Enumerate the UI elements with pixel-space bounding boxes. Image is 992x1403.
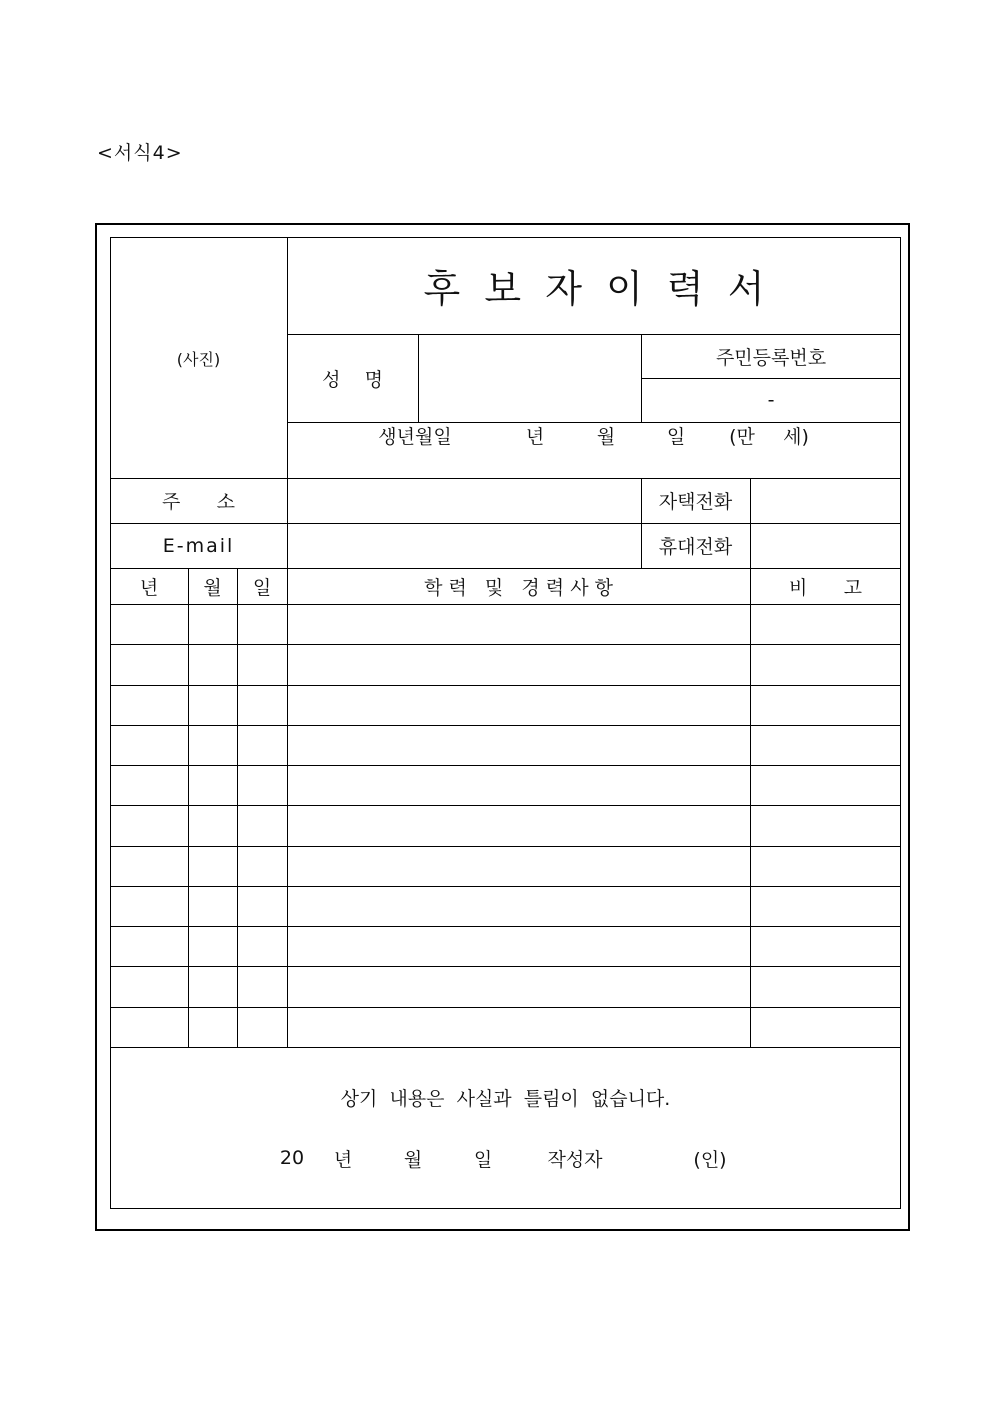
- birth-month-unit: 월: [596, 425, 616, 448]
- form-number-label: <서식4>: [97, 142, 183, 164]
- email-field[interactable]: [287, 523, 641, 568]
- address-field[interactable]: [287, 478, 641, 523]
- table-row-month-cell[interactable]: [188, 886, 237, 926]
- home-phone-field[interactable]: [750, 478, 901, 523]
- table-row-year-cell[interactable]: [110, 765, 188, 805]
- table-row-history-cell[interactable]: [287, 685, 750, 725]
- resident-number-field[interactable]: -: [767, 389, 775, 411]
- table-row-remarks-cell[interactable]: [750, 846, 901, 886]
- table-row-history-cell[interactable]: [287, 886, 750, 926]
- birth-date-label: 생년월일: [378, 425, 452, 448]
- table-row-month-cell[interactable]: [188, 685, 237, 725]
- table-row-day-cell[interactable]: [237, 846, 287, 886]
- table-row-month-cell[interactable]: [188, 966, 237, 1006]
- table-row-year-cell[interactable]: [110, 926, 188, 966]
- home-phone-label: 자택전화: [658, 491, 733, 513]
- column-header-remarks: 비 고: [789, 576, 862, 599]
- table-row-history-cell[interactable]: [287, 1007, 750, 1047]
- column-header-year: 년: [139, 576, 159, 599]
- seal-label: (인): [693, 1148, 727, 1171]
- mobile-phone-field[interactable]: [750, 523, 901, 568]
- table-row-day-cell[interactable]: [237, 685, 287, 725]
- age-close-label: 세): [783, 425, 809, 448]
- table-row-day-cell[interactable]: [237, 1007, 287, 1047]
- table-row-year-cell[interactable]: [110, 846, 188, 886]
- table-row-remarks-cell[interactable]: [750, 886, 901, 926]
- column-header-month: 월: [203, 576, 222, 599]
- photo-placeholder: (사진): [176, 349, 221, 369]
- table-row-day-cell[interactable]: [237, 805, 287, 845]
- table-row-history-cell[interactable]: [287, 765, 750, 805]
- table-row-month-cell[interactable]: [188, 846, 237, 886]
- table-row-year-cell[interactable]: [110, 886, 188, 926]
- resident-number-label: 주민등록번호: [715, 346, 827, 369]
- table-row-history-cell[interactable]: [287, 805, 750, 845]
- column-header-history: 학 력 및 경 력 사 항: [424, 576, 613, 599]
- table-row-day-cell[interactable]: [237, 604, 287, 644]
- table-row-remarks-cell[interactable]: [750, 765, 901, 805]
- declaration-text: 상기 내용은 사실과 틀림이 없습니다.: [340, 1087, 671, 1110]
- table-row-day-cell[interactable]: [237, 926, 287, 966]
- table-row-month-cell[interactable]: [188, 805, 237, 845]
- document-title: 후 보 자 이 력 서: [423, 267, 765, 311]
- table-row-year-cell[interactable]: [110, 725, 188, 765]
- signature-year-prefix: 20: [279, 1147, 305, 1169]
- table-row-remarks-cell[interactable]: [750, 1007, 901, 1047]
- birth-day-unit: 일: [666, 425, 686, 448]
- table-row-day-cell[interactable]: [237, 886, 287, 926]
- table-row-history-cell[interactable]: [287, 846, 750, 886]
- table-row-day-cell[interactable]: [237, 966, 287, 1006]
- table-row-remarks-cell[interactable]: [750, 926, 901, 966]
- email-label: E-mail: [162, 534, 235, 557]
- table-row-month-cell[interactable]: [188, 604, 237, 644]
- table-row-year-cell[interactable]: [110, 685, 188, 725]
- table-row-year-cell[interactable]: [110, 966, 188, 1006]
- table-row-remarks-cell[interactable]: [750, 725, 901, 765]
- table-row-remarks-cell[interactable]: [750, 604, 901, 644]
- address-label: 주 소: [162, 491, 235, 513]
- table-row-month-cell[interactable]: [188, 644, 237, 684]
- name-label: 성 명: [322, 368, 383, 391]
- name-field[interactable]: [418, 334, 641, 422]
- table-row-remarks-cell[interactable]: [750, 685, 901, 725]
- table-row-day-cell[interactable]: [237, 765, 287, 805]
- age-open-label: (만: [729, 425, 755, 448]
- table-row-year-cell[interactable]: [110, 644, 188, 684]
- column-header-day: 일: [252, 576, 272, 599]
- birth-date-field[interactable]: [288, 448, 900, 477]
- signature-year-unit: 년: [333, 1148, 353, 1171]
- table-row-month-cell[interactable]: [188, 926, 237, 966]
- table-row-year-cell[interactable]: [110, 604, 188, 644]
- table-row-history-cell[interactable]: [287, 926, 750, 966]
- table-row-day-cell[interactable]: [237, 644, 287, 684]
- birth-year-unit: 년: [525, 425, 545, 448]
- divider: [110, 1047, 901, 1048]
- table-row-year-cell[interactable]: [110, 1007, 188, 1047]
- table-row-year-cell[interactable]: [110, 805, 188, 845]
- table-row-remarks-cell[interactable]: [750, 644, 901, 684]
- mobile-phone-label: 휴대전화: [658, 536, 733, 558]
- table-row-remarks-cell[interactable]: [750, 805, 901, 845]
- table-row-month-cell[interactable]: [188, 765, 237, 805]
- table-row-day-cell[interactable]: [237, 725, 287, 765]
- table-row-history-cell[interactable]: [287, 966, 750, 1006]
- writer-label: 작성자: [547, 1148, 603, 1171]
- signature-month-unit: 월: [403, 1148, 423, 1171]
- table-row-history-cell[interactable]: [287, 725, 750, 765]
- table-row-remarks-cell[interactable]: [750, 966, 901, 1006]
- signature-day-unit: 일: [473, 1148, 493, 1171]
- table-row-history-cell[interactable]: [287, 644, 750, 684]
- table-row-month-cell[interactable]: [188, 725, 237, 765]
- table-row-month-cell[interactable]: [188, 1007, 237, 1047]
- table-row-history-cell[interactable]: [287, 604, 750, 644]
